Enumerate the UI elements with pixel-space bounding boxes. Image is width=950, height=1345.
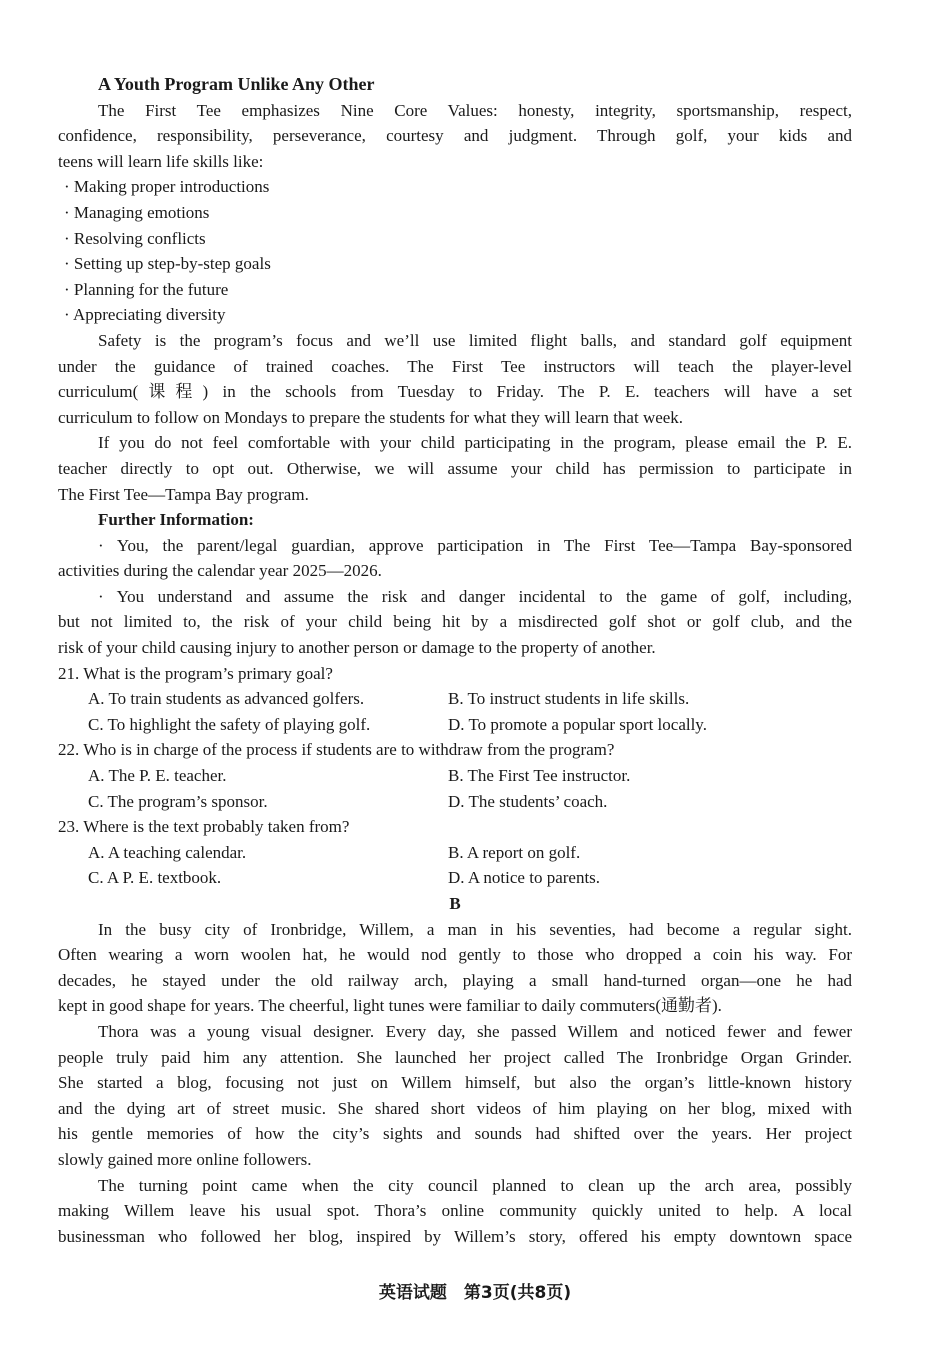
paragraph-line: teens will learn life skills like: (58, 151, 264, 171)
question-23 (58, 814, 852, 891)
section-a-title: A Youth Program Unlike Any Other (98, 74, 375, 94)
paragraph-line: The First Tee—Tampa Bay program. (58, 484, 309, 504)
story-paragraph-2 (58, 1019, 852, 1173)
paragraph-line: risk of your child causing injury to another person or damage to the property of another. (58, 638, 656, 658)
paragraph-line: Often wearing a worn woolen hat, he would nod gently to those who dropped a coin his way. For (58, 945, 852, 965)
option-row (58, 712, 852, 738)
opt-out-paragraph (58, 430, 852, 507)
paragraph-line: She started a blog, focusing not just on Willem himself, but also the organ’s little-known history (58, 1073, 852, 1093)
intro-paragraph (58, 98, 852, 175)
option-row (58, 865, 852, 891)
paragraph-line: under the guidance of trained coaches. The First Tee instructors will teach the player-level (58, 356, 852, 376)
question-stem: 23. Where is the text probably taken from? (58, 817, 350, 837)
option-b: B. The First Tee instructor. (448, 766, 631, 786)
paragraph-line: curriculum to follow on Mondays to prepare the students for what they will learn that week. (58, 407, 684, 427)
page-content (58, 72, 852, 1249)
paragraph-line: businessman who followed her blog, inspired by Willem’s story, offered his empty downtown space (58, 1226, 852, 1246)
list-item: · Making proper introductions (64, 177, 270, 197)
safety-paragraph (58, 328, 852, 430)
paragraph-line: teacher directly to opt out. Otherwise, we will assume your child has permission to participate in (58, 458, 852, 478)
skills-list (58, 174, 852, 328)
list-item: · Managing emotions (64, 202, 210, 222)
list-item: · Setting up step-by-step goals (64, 254, 271, 274)
paragraph-line: but not limited to, the risk of your child being hit by a misdirected golf shot or golf club, and the (58, 612, 852, 632)
question-stem: 22. Who is in charge of the process if students are to withdraw from the program? (58, 740, 615, 760)
section-b-heading: B (449, 894, 461, 913)
further-info-item-1 (58, 533, 852, 584)
paragraph-line: decades, he stayed under the old railway arch, playing a small hand-turned organ—one he had (58, 970, 852, 990)
option-row (58, 763, 852, 789)
paragraph-line: curriculum(课程) in the schools from Tuesday to Friday. The P. E. teachers will have a set (58, 382, 852, 402)
paragraph-line: confidence, responsibility, perseverance, courtesy and judgment. Through golf, your kids and (58, 126, 852, 146)
paragraph-line: The First Tee emphasizes Nine Core Values: honesty, integrity, sportsmanship, respect, (98, 100, 852, 120)
further-info-item-2 (58, 584, 852, 661)
paragraph-line: people truly paid him any attention. She launched her project called The Ironbridge Organ Grinder. (58, 1047, 852, 1067)
question-22 (58, 737, 852, 814)
paragraph-line: Thora was a young visual designer. Every day, she passed Willem and noticed fewer and fewer (98, 1021, 852, 1041)
paragraph-line: Safety is the program’s focus and we’ll use limited flight balls, and standard golf equipment (98, 330, 852, 350)
option-a: A. The P. E. teacher. (88, 766, 227, 786)
paragraph-line: In the busy city of Ironbridge, Willem, a man in his seventies, had become a regular sight. (98, 919, 852, 939)
paragraph-line: · You, the parent/legal guardian, approve participation in The First Tee—Tampa Bay-sponsored (98, 535, 852, 555)
paragraph-line: making Willem leave his usual spot. Thora’s online community quickly united to help. A local (58, 1201, 852, 1221)
paragraph-line: and the dying art of street music. She shared short videos of him playing on her blog, mixed with (58, 1098, 852, 1118)
list-item: · Resolving conflicts (64, 228, 206, 248)
option-row (58, 789, 852, 815)
option-c: C. The program’s sponsor. (88, 791, 268, 811)
question-stem: 21. What is the program’s primary goal? (58, 663, 333, 683)
question-21 (58, 661, 852, 738)
option-d: D. The students’ coach. (448, 791, 608, 811)
list-item: · Appreciating diversity (64, 305, 226, 325)
option-b: B. A report on golf. (448, 842, 581, 862)
option-row (58, 686, 852, 712)
page-footer: 英语试题 第3页(共8页) (378, 1283, 572, 1303)
story-paragraph-1 (58, 917, 852, 1019)
option-d: D. To promote a popular sport locally. (448, 714, 707, 734)
paragraph-line: activities during the calendar year 2025—2026. (58, 561, 382, 581)
paragraph-line: · You understand and assume the risk and danger incidental to the game of golf, including, (98, 586, 852, 606)
story-paragraph-3 (58, 1173, 852, 1250)
paragraph-line: his gentle memories of how the city’s sights and sounds had shifted over the years. Her project (58, 1124, 852, 1144)
paragraph-line: kept in good shape for years. The cheerful, light tunes were familiar to daily commuters(通勤者). (58, 996, 722, 1016)
option-c: C. To highlight the safety of playing golf. (88, 714, 371, 734)
option-a: A. To train students as advanced golfers. (88, 689, 365, 709)
option-row (58, 840, 852, 866)
paragraph-line: slowly gained more online followers. (58, 1149, 312, 1169)
list-item: · Planning for the future (64, 279, 229, 299)
option-c: C. A P. E. textbook. (88, 868, 222, 888)
further-info-heading: Further Information: (98, 510, 254, 530)
option-b: B. To instruct students in life skills. (448, 689, 690, 709)
paragraph-line: If you do not feel comfortable with your child participating in the program, please email the P. E. (98, 433, 852, 453)
option-a: A. A teaching calendar. (88, 842, 247, 862)
option-d: D. A notice to parents. (448, 868, 601, 888)
paragraph-line: The turning point came when the city council planned to clean up the arch area, possibly (98, 1175, 852, 1195)
